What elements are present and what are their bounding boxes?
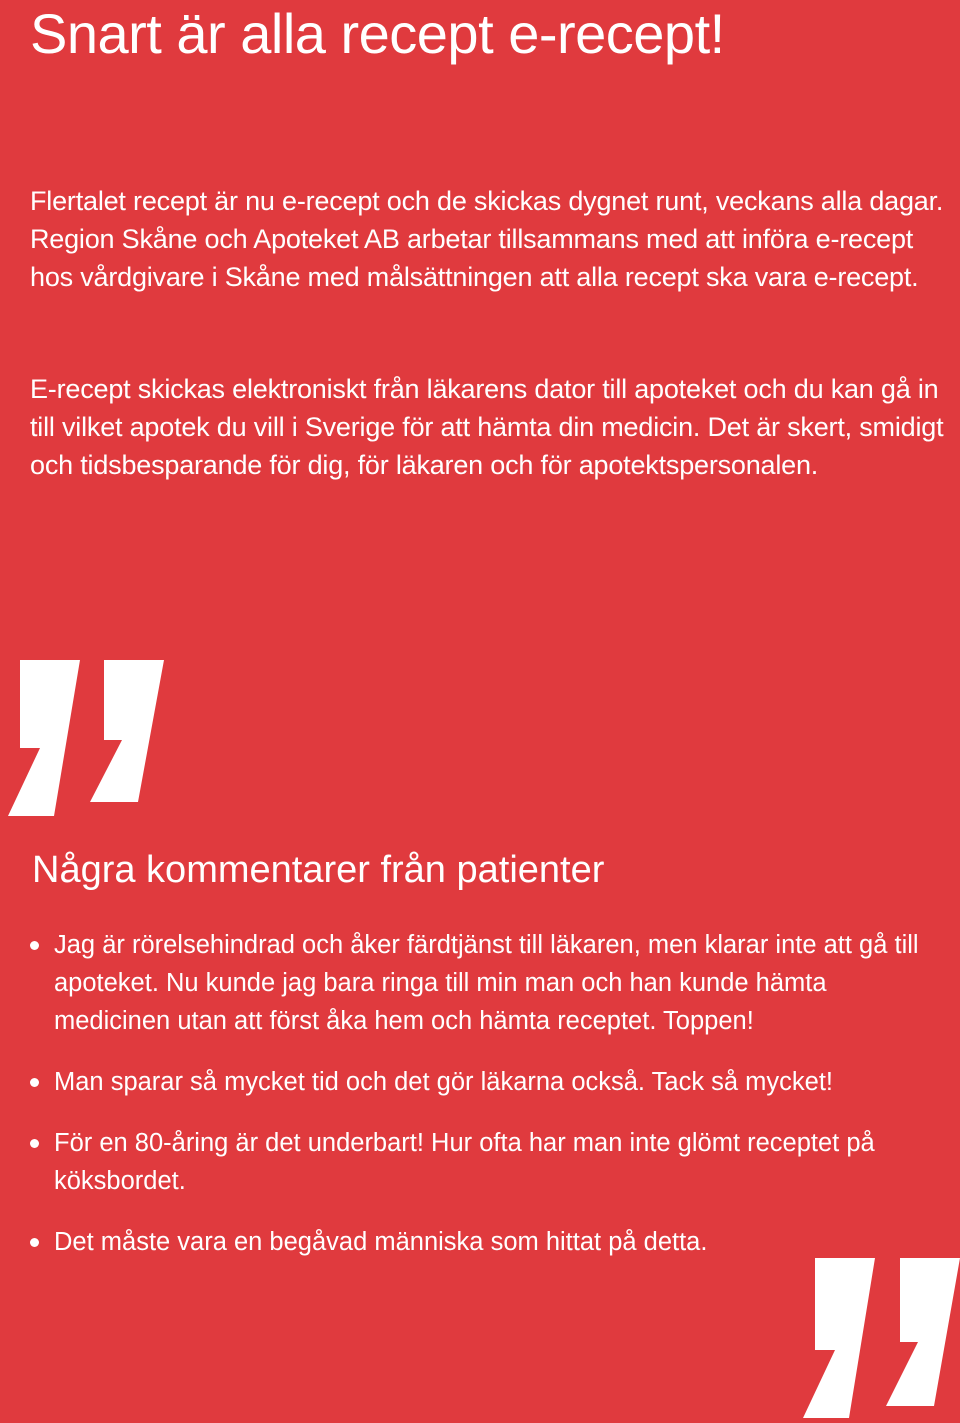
page-title: Snart är alla recept e-recept! [30, 2, 725, 65]
list-item [30, 926, 920, 1040]
comments-heading: Några kommentarer från patienter [32, 849, 605, 891]
comment-text: Jag är rörelsehindrad och åker färdtjänst till läkaren, men klarar inte att gå till apoteket. Nu kunde jag bara ringa till min man och han kunde hämta medicinen utan att först åka hem och hämta receptet. Toppen! [54, 931, 919, 1035]
bullet-icon [30, 941, 39, 950]
comment-text: Det måste vara en begåvad människa som hittat på detta. [54, 1228, 708, 1256]
quote-close-icon [803, 1258, 960, 1418]
intro-paragraph-1: Flertalet recept är nu e-recept och de skickas dygnet runt, veckans alla dagar. Region Skåne och Apoteket AB arbetar tillsammans med att införa e-recept hos vårdgivare i Skåne med målsättningen att alla recept ska vara e-recept. [30, 186, 944, 292]
comment-text: Man sparar så mycket tid och det gör läkarna också. Tack så mycket! [54, 1068, 834, 1096]
bullet-icon [30, 1078, 39, 1087]
comments-list [30, 926, 920, 1284]
intro-paragraph-2: E-recept skickas elektroniskt från läkarens dator till apoteket och du kan gå in till vilket apotek du vill i Sverige för att hämta din medicin. Det är skert, smidigt och tidsbesparande för dig, för läkaren och för apotektspersonalen. [30, 374, 944, 480]
list-item [30, 1063, 920, 1101]
list-item [30, 1124, 920, 1200]
bullet-icon [30, 1238, 39, 1247]
comment-text: För en 80-åring är det underbart! Hur ofta har man inte glömt receptet på köksbordet. [54, 1129, 875, 1195]
list-item [30, 1223, 920, 1261]
quote-open-icon [8, 660, 164, 816]
bullet-icon [30, 1139, 39, 1148]
